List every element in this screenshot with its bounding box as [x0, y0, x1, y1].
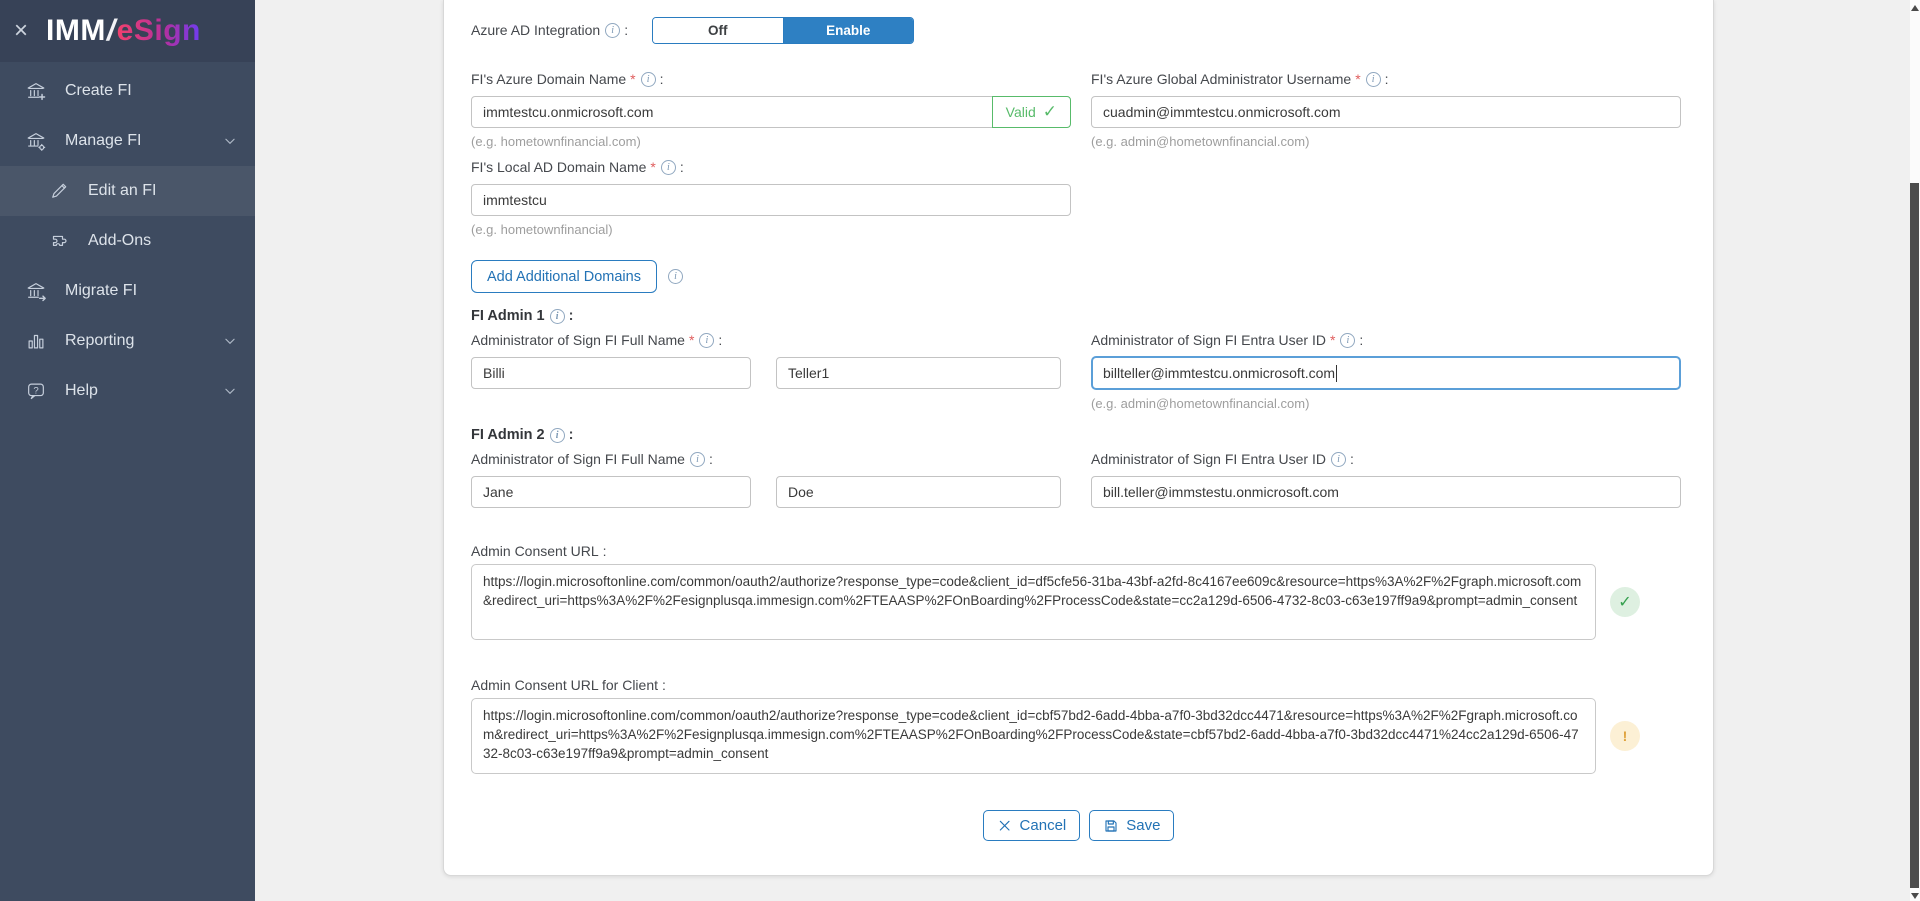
fi-admin-2-heading: FI Admin 2 i : — [471, 427, 574, 443]
info-icon[interactable]: i — [641, 72, 656, 87]
consent-warning-status-icon: ! — [1610, 721, 1640, 751]
sidebar-nav — [0, 62, 255, 416]
text-cursor — [1336, 365, 1337, 382]
info-icon[interactable]: i — [1340, 333, 1355, 348]
bank-plus-icon — [25, 80, 47, 102]
azure-domain-input-group — [471, 96, 1071, 128]
form-row-1 — [471, 70, 1686, 150]
pencil-icon — [48, 180, 70, 202]
cancel-button[interactable]: Cancel — [983, 810, 1081, 841]
admin-consent-client-row — [471, 698, 1686, 774]
bank-gear-icon — [25, 130, 47, 152]
admin2-entra-label: Administrator of Sign FI Entra User ID i : — [1091, 451, 1354, 467]
fi-admin-1-row — [471, 331, 1686, 412]
admin1-entra-helper: (e.g. admin@hometownfinancial.com) — [1091, 396, 1310, 411]
bank-arrow-icon — [25, 280, 47, 302]
bar-chart-icon — [25, 330, 47, 352]
sidebar-header — [0, 0, 255, 62]
main-area — [255, 0, 1920, 901]
info-icon[interactable]: i — [1366, 72, 1381, 87]
sidebar-item-label: Create FI — [65, 82, 132, 99]
admin1-full-name-label: Administrator of Sign FI Full Name * i : — [471, 332, 723, 348]
sidebar-item-create-fi[interactable] — [0, 66, 255, 116]
admin1-full-name-field — [471, 331, 1071, 412]
sidebar-item-add-ons[interactable] — [0, 216, 255, 266]
admin-consent-url-label: Admin Consent URL : — [471, 543, 607, 559]
form-actions — [471, 810, 1686, 841]
admin-consent-url-row — [471, 564, 1686, 640]
domain-valid-badge: Valid ✓ — [992, 96, 1071, 128]
admin1-last-name-input[interactable] — [776, 357, 1061, 389]
azure-ad-integration-row — [471, 16, 1686, 44]
sidebar-item-manage-fi[interactable] — [0, 116, 255, 166]
fi-admin-2-row — [471, 450, 1686, 508]
admin2-full-name-label: Administrator of Sign FI Full Name i : — [471, 451, 713, 467]
info-icon[interactable]: i — [550, 428, 565, 443]
logo-text-esign: eSign — [116, 14, 201, 47]
close-icon — [997, 818, 1013, 834]
local-ad-domain-input[interactable] — [471, 184, 1071, 216]
local-ad-domain-helper: (e.g. hometownfinancial) — [471, 222, 613, 237]
add-additional-domains-button[interactable]: Add Additional Domains — [471, 260, 657, 293]
global-admin-input[interactable] — [1091, 96, 1681, 128]
svg-text:?: ? — [33, 385, 39, 397]
azure-domain-field — [471, 70, 1071, 150]
azure-domain-input[interactable] — [471, 96, 993, 128]
admin1-entra-field — [1091, 331, 1681, 412]
admin1-first-name-input[interactable] — [471, 357, 751, 389]
global-admin-label: FI's Azure Global Administrator Username * i : — [1091, 71, 1389, 87]
admin2-full-name-field — [471, 450, 1071, 508]
check-icon: ✓ — [1042, 102, 1057, 121]
logo-text-imm: IMM — [46, 14, 106, 47]
puzzle-icon — [48, 230, 70, 252]
vertical-scrollbar[interactable] — [1910, 0, 1920, 901]
local-ad-domain-field — [471, 158, 1071, 238]
chevron-down-icon[interactable] — [223, 334, 237, 348]
sidebar-item-reporting[interactable] — [0, 316, 255, 366]
sidebar-item-migrate-fi[interactable] — [0, 266, 255, 316]
azure-ad-integration-label: Azure AD Integration i : — [471, 22, 629, 38]
save-floppy-icon — [1103, 818, 1119, 834]
form-row-2 — [471, 158, 1686, 238]
global-admin-helper: (e.g. admin@hometownfinancial.com) — [1091, 134, 1310, 149]
info-icon[interactable]: i — [699, 333, 714, 348]
admin1-entra-input[interactable]: billteller@immtestcu.onmicrosoft.com — [1091, 356, 1681, 390]
sidebar-item-edit-an-fi[interactable] — [0, 166, 255, 216]
azure-ad-toggle — [652, 17, 914, 44]
scroll-up-arrow-icon[interactable] — [1911, 5, 1919, 11]
sidebar-item-label: Manage FI — [65, 132, 142, 149]
sidebar-item-label: Reporting — [65, 332, 135, 349]
admin2-first-name-input[interactable] — [471, 476, 751, 508]
global-admin-field — [1091, 70, 1681, 150]
toggle-enable-button[interactable]: Enable — [784, 18, 914, 43]
chevron-down-icon[interactable] — [223, 384, 237, 398]
sidebar-item-label: Help — [65, 382, 98, 399]
consent-valid-status-icon: ✓ — [1610, 587, 1640, 617]
admin2-entra-field — [1091, 450, 1681, 508]
sidebar-item-help[interactable] — [0, 366, 255, 416]
admin-consent-client-label: Admin Consent URL for Client : — [471, 677, 666, 693]
toggle-off-button[interactable]: Off — [653, 18, 784, 43]
info-icon[interactable]: i — [605, 23, 620, 38]
sidebar-close-icon[interactable]: × — [14, 17, 29, 44]
azure-domain-label: FI's Azure Domain Name * i : — [471, 71, 664, 87]
info-icon[interactable]: i — [550, 309, 565, 324]
sidebar-item-label: Add-Ons — [88, 232, 152, 249]
sidebar-item-label: Migrate FI — [65, 282, 138, 299]
info-icon[interactable]: i — [661, 160, 676, 175]
info-icon[interactable]: i — [668, 269, 683, 284]
admin-consent-client-box[interactable]: https://login.microsoftonline.com/common/oauth2/authorize?response_type=code&client_id=cbf57bd2-6add-4bba-a7f0-3bd32dcc4471&resource=https%3A%2F%2Fgraph.microsoft.com&redirect_uri=https%3A%2F%2Fesignplusqa.immesign.com%2FTEAASP%2FOnBoarding%2FProcessCode&state=cbf57bd2-6add-4bba-a7f0-3bd32dcc4471%24cc2a129d-6506-4732-8c03-c63e197ff9a9&prompt=admin_consent — [471, 698, 1596, 774]
edit-fi-form-card — [443, 0, 1714, 876]
admin2-last-name-input[interactable] — [776, 476, 1061, 508]
logo-slash: / — [106, 14, 116, 47]
app-logo — [46, 14, 201, 48]
chevron-down-icon[interactable] — [223, 134, 237, 148]
local-ad-domain-label: FI's Local AD Domain Name * i : — [471, 159, 684, 175]
admin2-entra-input[interactable] — [1091, 476, 1681, 508]
sidebar — [0, 0, 255, 901]
azure-domain-helper: (e.g. hometownfinancial.com) — [471, 134, 641, 149]
info-icon[interactable]: i — [1331, 452, 1346, 467]
scrollbar-thumb[interactable] — [1910, 183, 1919, 888]
add-domains-row — [471, 260, 1686, 293]
fi-admin-1-heading: FI Admin 1 i : — [471, 308, 574, 324]
help-bubble-icon — [25, 380, 47, 402]
admin-consent-url-box[interactable]: https://login.microsoftonline.com/common/oauth2/authorize?response_type=code&client_id=df5cfe56-31ba-43bf-a2fd-8c4167ee609c&resource=https%3A%2F%2Fgraph.microsoft.com&redirect_uri=https%3A%2F%2Fesignplusqa.immesign.com%2FTEAASP%2FOnBoarding%2FProcessCode&state=cc2a129d-6506-4732-8c03-c63e197ff9a9&prompt=admin_consent — [471, 564, 1596, 640]
save-button[interactable]: Save — [1089, 810, 1174, 841]
admin1-entra-label: Administrator of Sign FI Entra User ID * i : — [1091, 332, 1364, 348]
sidebar-item-label: Edit an FI — [88, 182, 157, 199]
info-icon[interactable]: i — [690, 452, 705, 467]
scroll-down-arrow-icon[interactable] — [1911, 893, 1919, 899]
